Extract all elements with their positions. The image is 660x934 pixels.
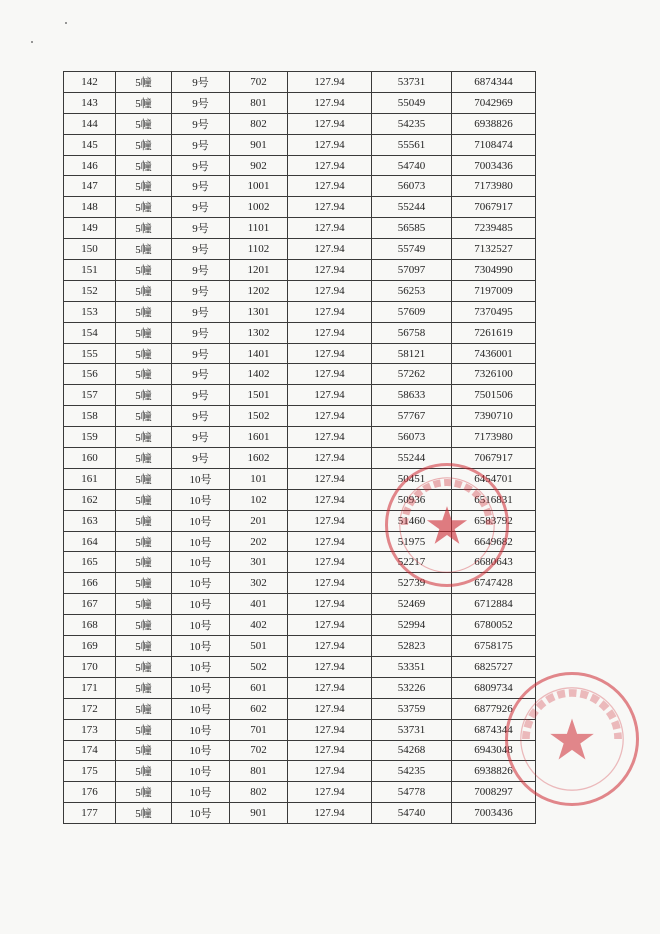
table-row [64, 803, 536, 824]
cell-building: 5幢 [116, 427, 172, 448]
cell-total-price: 7173980 [452, 176, 536, 197]
cell-unit: 10号 [172, 615, 230, 636]
cell-room-number: 1201 [230, 260, 288, 281]
cell-row-index: 169 [64, 636, 116, 657]
table-row [64, 531, 536, 552]
cell-room-number: 801 [230, 92, 288, 113]
table-row [64, 260, 536, 281]
cell-room-number: 102 [230, 489, 288, 510]
cell-area: 127.94 [288, 594, 372, 615]
cell-unit-price: 52217 [372, 552, 452, 573]
cell-unit: 10号 [172, 719, 230, 740]
cell-row-index: 156 [64, 364, 116, 385]
cell-room-number: 802 [230, 782, 288, 803]
cell-row-index: 157 [64, 385, 116, 406]
cell-total-price: 7008297 [452, 782, 536, 803]
cell-room-number: 802 [230, 113, 288, 134]
cell-area: 127.94 [288, 677, 372, 698]
cell-unit: 9号 [172, 301, 230, 322]
cell-area: 127.94 [288, 782, 372, 803]
cell-building: 5幢 [116, 468, 172, 489]
cell-building: 5幢 [116, 531, 172, 552]
cell-unit-price: 58633 [372, 385, 452, 406]
cell-unit: 10号 [172, 510, 230, 531]
cell-area: 127.94 [288, 468, 372, 489]
cell-building: 5幢 [116, 134, 172, 155]
cell-unit-price: 56073 [372, 176, 452, 197]
cell-room-number: 901 [230, 134, 288, 155]
table-row [64, 113, 536, 134]
table-row [64, 656, 536, 677]
cell-unit-price: 53759 [372, 698, 452, 719]
cell-room-number: 302 [230, 573, 288, 594]
cell-unit-price: 52994 [372, 615, 452, 636]
cell-building: 5幢 [116, 364, 172, 385]
cell-building: 5幢 [116, 385, 172, 406]
cell-room-number: 902 [230, 155, 288, 176]
cell-area: 127.94 [288, 72, 372, 93]
cell-unit-price: 56585 [372, 218, 452, 239]
cell-unit: 10号 [172, 740, 230, 761]
cell-unit: 10号 [172, 656, 230, 677]
cell-total-price: 6809734 [452, 677, 536, 698]
cell-total-price: 7042969 [452, 92, 536, 113]
cell-building: 5幢 [116, 740, 172, 761]
cell-building: 5幢 [116, 239, 172, 260]
cell-area: 127.94 [288, 197, 372, 218]
cell-unit: 9号 [172, 448, 230, 469]
table-row [64, 176, 536, 197]
cell-building: 5幢 [116, 656, 172, 677]
cell-building: 5幢 [116, 594, 172, 615]
table-row [64, 677, 536, 698]
table-row [64, 448, 536, 469]
cell-unit-price: 53731 [372, 719, 452, 740]
cell-unit: 9号 [172, 113, 230, 134]
cell-area: 127.94 [288, 385, 372, 406]
cell-room-number: 1501 [230, 385, 288, 406]
table-row [64, 239, 536, 260]
cell-unit-price: 55749 [372, 239, 452, 260]
cell-area: 127.94 [288, 280, 372, 301]
cell-area: 127.94 [288, 719, 372, 740]
cell-unit: 9号 [172, 155, 230, 176]
cell-area: 127.94 [288, 740, 372, 761]
cell-row-index: 149 [64, 218, 116, 239]
cell-total-price: 6454701 [452, 468, 536, 489]
cell-unit: 10号 [172, 573, 230, 594]
cell-building: 5幢 [116, 782, 172, 803]
cell-total-price: 6747428 [452, 573, 536, 594]
cell-room-number: 1102 [230, 239, 288, 260]
cell-building: 5幢 [116, 343, 172, 364]
cell-row-index: 151 [64, 260, 116, 281]
cell-row-index: 166 [64, 573, 116, 594]
cell-row-index: 170 [64, 656, 116, 677]
table-row [64, 740, 536, 761]
cell-row-index: 174 [64, 740, 116, 761]
scan-speck [65, 22, 67, 24]
scan-speck [31, 41, 33, 43]
cell-unit: 9号 [172, 385, 230, 406]
cell-unit: 9号 [172, 280, 230, 301]
cell-room-number: 1301 [230, 301, 288, 322]
cell-area: 127.94 [288, 406, 372, 427]
cell-room-number: 801 [230, 761, 288, 782]
cell-room-number: 601 [230, 677, 288, 698]
cell-row-index: 160 [64, 448, 116, 469]
cell-area: 127.94 [288, 260, 372, 281]
cell-total-price: 7003436 [452, 155, 536, 176]
cell-unit-price: 55561 [372, 134, 452, 155]
table-row [64, 489, 536, 510]
cell-room-number: 702 [230, 72, 288, 93]
cell-row-index: 155 [64, 343, 116, 364]
cell-row-index: 144 [64, 113, 116, 134]
cell-total-price: 6758175 [452, 636, 536, 657]
cell-row-index: 159 [64, 427, 116, 448]
cell-row-index: 146 [64, 155, 116, 176]
cell-area: 127.94 [288, 322, 372, 343]
cell-unit-price: 57609 [372, 301, 452, 322]
cell-total-price: 6874344 [452, 719, 536, 740]
cell-unit: 10号 [172, 782, 230, 803]
cell-row-index: 154 [64, 322, 116, 343]
table-row [64, 218, 536, 239]
cell-room-number: 1402 [230, 364, 288, 385]
cell-room-number: 1502 [230, 406, 288, 427]
cell-area: 127.94 [288, 636, 372, 657]
table-row [64, 468, 536, 489]
cell-total-price: 7132527 [452, 239, 536, 260]
cell-building: 5幢 [116, 72, 172, 93]
cell-room-number: 1002 [230, 197, 288, 218]
cell-total-price: 6825727 [452, 656, 536, 677]
table-row [64, 92, 536, 113]
table-row [64, 573, 536, 594]
cell-unit-price: 58121 [372, 343, 452, 364]
cell-unit-price: 54268 [372, 740, 452, 761]
cell-row-index: 175 [64, 761, 116, 782]
cell-total-price: 6938826 [452, 113, 536, 134]
cell-building: 5幢 [116, 176, 172, 197]
table-row [64, 364, 536, 385]
cell-room-number: 1401 [230, 343, 288, 364]
cell-room-number: 402 [230, 615, 288, 636]
table-row [64, 134, 536, 155]
cell-area: 127.94 [288, 239, 372, 260]
cell-unit: 10号 [172, 468, 230, 489]
cell-unit-price: 57097 [372, 260, 452, 281]
cell-unit: 9号 [172, 72, 230, 93]
cell-row-index: 165 [64, 552, 116, 573]
cell-unit-price: 54740 [372, 155, 452, 176]
cell-area: 127.94 [288, 364, 372, 385]
table-row [64, 301, 536, 322]
cell-building: 5幢 [116, 636, 172, 657]
cell-unit-price: 57767 [372, 406, 452, 427]
cell-row-index: 161 [64, 468, 116, 489]
cell-area: 127.94 [288, 531, 372, 552]
cell-building: 5幢 [116, 489, 172, 510]
table-row [64, 385, 536, 406]
cell-row-index: 152 [64, 280, 116, 301]
cell-area: 127.94 [288, 134, 372, 155]
cell-row-index: 167 [64, 594, 116, 615]
cell-total-price: 7261619 [452, 322, 536, 343]
cell-building: 5幢 [116, 573, 172, 594]
table-row [64, 280, 536, 301]
cell-room-number: 1302 [230, 322, 288, 343]
cell-unit: 9号 [172, 427, 230, 448]
cell-unit-price: 52823 [372, 636, 452, 657]
cell-room-number: 1001 [230, 176, 288, 197]
cell-total-price: 6649682 [452, 531, 536, 552]
table-row [64, 322, 536, 343]
cell-total-price: 6780052 [452, 615, 536, 636]
cell-building: 5幢 [116, 803, 172, 824]
cell-room-number: 901 [230, 803, 288, 824]
cell-total-price: 6680643 [452, 552, 536, 573]
cell-area: 127.94 [288, 155, 372, 176]
cell-total-price: 6712884 [452, 594, 536, 615]
cell-room-number: 1101 [230, 218, 288, 239]
cell-total-price: 6583792 [452, 510, 536, 531]
cell-unit-price: 52739 [372, 573, 452, 594]
cell-unit-price: 53226 [372, 677, 452, 698]
cell-unit-price: 54740 [372, 803, 452, 824]
cell-total-price: 7390710 [452, 406, 536, 427]
cell-room-number: 1601 [230, 427, 288, 448]
cell-room-number: 701 [230, 719, 288, 740]
cell-area: 127.94 [288, 803, 372, 824]
cell-unit: 9号 [172, 134, 230, 155]
cell-room-number: 1602 [230, 448, 288, 469]
cell-building: 5幢 [116, 448, 172, 469]
cell-building: 5幢 [116, 677, 172, 698]
cell-building: 5幢 [116, 322, 172, 343]
cell-unit: 9号 [172, 343, 230, 364]
cell-unit-price: 52469 [372, 594, 452, 615]
cell-area: 127.94 [288, 448, 372, 469]
cell-area: 127.94 [288, 301, 372, 322]
cell-area: 127.94 [288, 615, 372, 636]
cell-row-index: 164 [64, 531, 116, 552]
table-row [64, 552, 536, 573]
cell-room-number: 101 [230, 468, 288, 489]
cell-unit: 10号 [172, 636, 230, 657]
cell-unit: 10号 [172, 761, 230, 782]
cell-building: 5幢 [116, 92, 172, 113]
cell-building: 5幢 [116, 113, 172, 134]
cell-total-price: 7173980 [452, 427, 536, 448]
table-row [64, 594, 536, 615]
cell-unit: 9号 [172, 406, 230, 427]
cell-building: 5幢 [116, 615, 172, 636]
cell-area: 127.94 [288, 343, 372, 364]
table-row [64, 615, 536, 636]
cell-row-index: 171 [64, 677, 116, 698]
cell-unit-price: 55049 [372, 92, 452, 113]
cell-row-index: 172 [64, 698, 116, 719]
cell-room-number: 201 [230, 510, 288, 531]
cell-unit-price: 54235 [372, 761, 452, 782]
cell-unit-price: 50451 [372, 468, 452, 489]
cell-unit: 10号 [172, 698, 230, 719]
cell-unit-price: 56758 [372, 322, 452, 343]
cell-unit-price: 54235 [372, 113, 452, 134]
cell-total-price: 7304990 [452, 260, 536, 281]
cell-unit: 10号 [172, 489, 230, 510]
cell-area: 127.94 [288, 113, 372, 134]
cell-unit-price: 53351 [372, 656, 452, 677]
cell-total-price: 7239485 [452, 218, 536, 239]
cell-unit: 9号 [172, 260, 230, 281]
cell-total-price: 6877926 [452, 698, 536, 719]
cell-room-number: 202 [230, 531, 288, 552]
cell-building: 5幢 [116, 719, 172, 740]
cell-unit: 9号 [172, 364, 230, 385]
cell-row-index: 173 [64, 719, 116, 740]
cell-unit-price: 51975 [372, 531, 452, 552]
cell-row-index: 148 [64, 197, 116, 218]
cell-total-price: 6943048 [452, 740, 536, 761]
cell-room-number: 702 [230, 740, 288, 761]
cell-total-price: 7067917 [452, 448, 536, 469]
star-icon [550, 719, 594, 760]
cell-unit: 10号 [172, 803, 230, 824]
cell-row-index: 158 [64, 406, 116, 427]
cell-unit: 10号 [172, 531, 230, 552]
cell-area: 127.94 [288, 92, 372, 113]
cell-total-price: 7067917 [452, 197, 536, 218]
cell-unit: 9号 [172, 218, 230, 239]
cell-row-index: 142 [64, 72, 116, 93]
cell-unit-price: 55244 [372, 448, 452, 469]
cell-total-price: 6516831 [452, 489, 536, 510]
cell-room-number: 502 [230, 656, 288, 677]
cell-building: 5幢 [116, 761, 172, 782]
cell-unit: 9号 [172, 92, 230, 113]
table-row [64, 761, 536, 782]
cell-row-index: 162 [64, 489, 116, 510]
cell-total-price: 7436001 [452, 343, 536, 364]
cell-row-index: 168 [64, 615, 116, 636]
cell-building: 5幢 [116, 280, 172, 301]
cell-total-price: 7326100 [452, 364, 536, 385]
cell-room-number: 301 [230, 552, 288, 573]
cell-room-number: 602 [230, 698, 288, 719]
table-row [64, 510, 536, 531]
cell-row-index: 153 [64, 301, 116, 322]
table-row [64, 406, 536, 427]
cell-building: 5幢 [116, 510, 172, 531]
cell-row-index: 145 [64, 134, 116, 155]
cell-unit: 9号 [172, 239, 230, 260]
cell-unit-price: 53731 [372, 72, 452, 93]
cell-unit: 10号 [172, 677, 230, 698]
table-row [64, 636, 536, 657]
cell-total-price: 7197009 [452, 280, 536, 301]
cell-unit-price: 55244 [372, 197, 452, 218]
cell-area: 127.94 [288, 552, 372, 573]
cell-row-index: 147 [64, 176, 116, 197]
cell-area: 127.94 [288, 489, 372, 510]
table-row [64, 698, 536, 719]
cell-building: 5幢 [116, 698, 172, 719]
cell-area: 127.94 [288, 656, 372, 677]
cell-area: 127.94 [288, 761, 372, 782]
cell-row-index: 163 [64, 510, 116, 531]
cell-unit: 9号 [172, 322, 230, 343]
cell-unit-price: 56073 [372, 427, 452, 448]
table-row [64, 197, 536, 218]
cell-building: 5幢 [116, 197, 172, 218]
cell-area: 127.94 [288, 427, 372, 448]
table-body [64, 72, 536, 824]
cell-area: 127.94 [288, 510, 372, 531]
cell-row-index: 176 [64, 782, 116, 803]
cell-unit-price: 50936 [372, 489, 452, 510]
table-row [64, 719, 536, 740]
cell-row-index: 143 [64, 92, 116, 113]
cell-total-price: 7370495 [452, 301, 536, 322]
cell-row-index: 150 [64, 239, 116, 260]
table-row [64, 155, 536, 176]
cell-total-price: 6938826 [452, 761, 536, 782]
cell-unit-price: 56253 [372, 280, 452, 301]
table-row [64, 343, 536, 364]
cell-total-price: 7003436 [452, 803, 536, 824]
cell-building: 5幢 [116, 552, 172, 573]
cell-unit: 10号 [172, 552, 230, 573]
cell-total-price: 7108474 [452, 134, 536, 155]
cell-room-number: 1202 [230, 280, 288, 301]
table-row [64, 72, 536, 93]
cell-area: 127.94 [288, 698, 372, 719]
cell-unit-price: 51460 [372, 510, 452, 531]
cell-building: 5幢 [116, 406, 172, 427]
cell-total-price: 7501506 [452, 385, 536, 406]
cell-building: 5幢 [116, 155, 172, 176]
cell-building: 5幢 [116, 218, 172, 239]
cell-room-number: 401 [230, 594, 288, 615]
cell-total-price: 6874344 [452, 72, 536, 93]
cell-unit: 10号 [172, 594, 230, 615]
cell-unit: 9号 [172, 197, 230, 218]
cell-building: 5幢 [116, 260, 172, 281]
cell-area: 127.94 [288, 573, 372, 594]
cell-area: 127.94 [288, 176, 372, 197]
price-table [63, 71, 536, 824]
cell-area: 127.94 [288, 218, 372, 239]
cell-room-number: 501 [230, 636, 288, 657]
cell-unit-price: 57262 [372, 364, 452, 385]
table-row [64, 427, 536, 448]
cell-row-index: 177 [64, 803, 116, 824]
cell-unit: 9号 [172, 176, 230, 197]
cell-building: 5幢 [116, 301, 172, 322]
cell-unit-price: 54778 [372, 782, 452, 803]
table-row [64, 782, 536, 803]
